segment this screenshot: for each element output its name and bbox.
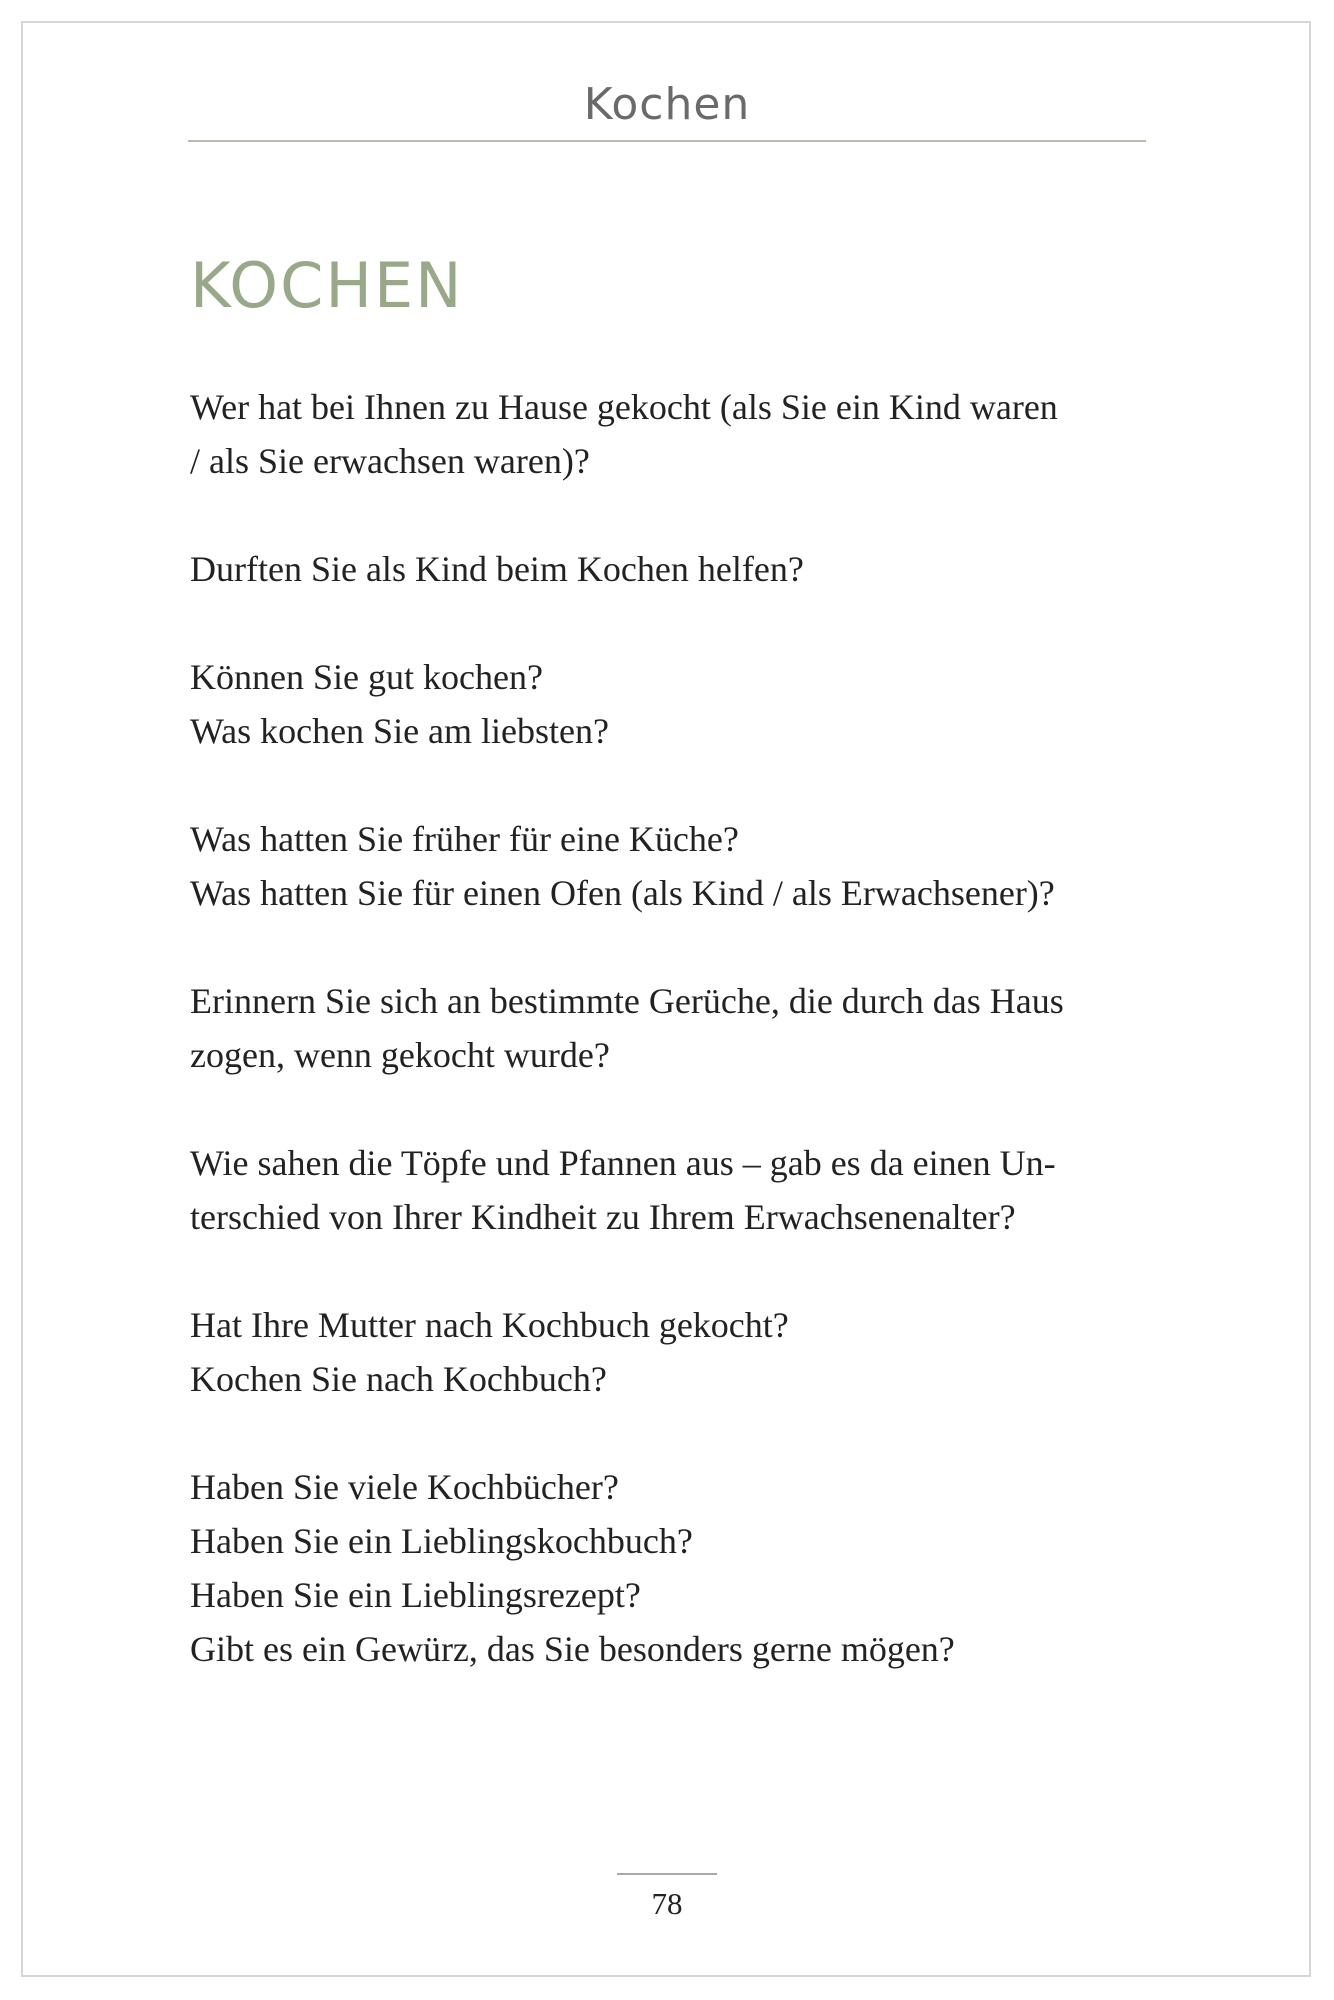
question-group xyxy=(190,380,1150,488)
question-line: Was kochen Sie am liebsten? xyxy=(190,711,609,751)
question-group xyxy=(190,1136,1150,1244)
page-number-divider xyxy=(617,1873,717,1875)
page-number: 78 xyxy=(651,1886,683,1921)
question-line: terschied von Ihrer Kindheit zu Ihrem Erwachsenenalter? xyxy=(190,1197,1016,1237)
question-line: Gibt es ein Gewürz, das Sie besonders gerne mögen? xyxy=(190,1629,955,1669)
question-group xyxy=(190,974,1150,1082)
question-list xyxy=(190,380,1150,1730)
header-divider xyxy=(188,140,1146,142)
question-line: Können Sie gut kochen? xyxy=(190,657,543,697)
chapter-title: KOCHEN xyxy=(190,249,464,322)
question-line: Kochen Sie nach Kochbuch? xyxy=(190,1359,607,1399)
question-group xyxy=(190,542,1150,596)
question-group xyxy=(190,1298,1150,1406)
question-line: Erinnern Sie sich an bestimmte Gerüche, die durch das Haus xyxy=(190,981,1064,1021)
question-group xyxy=(190,1460,1150,1676)
question-line: Haben Sie viele Kochbücher? xyxy=(190,1467,619,1507)
question-line: Hat Ihre Mutter nach Kochbuch gekocht? xyxy=(190,1305,789,1345)
question-line: zogen, wenn gekocht wurde? xyxy=(190,1035,610,1075)
question-group xyxy=(190,650,1150,758)
running-header-title: Kochen xyxy=(583,79,751,130)
question-line: Haben Sie ein Lieblingsrezept? xyxy=(190,1575,641,1615)
question-line: Was hatten Sie früher für eine Küche? xyxy=(190,819,739,859)
question-line: / als Sie erwachsen waren)? xyxy=(190,441,590,481)
question-line: Wer hat bei Ihnen zu Hause gekocht (als Sie ein Kind waren xyxy=(190,387,1058,427)
question-group xyxy=(190,812,1150,920)
question-line: Haben Sie ein Lieblingskochbuch? xyxy=(190,1521,693,1561)
question-line: Durften Sie als Kind beim Kochen helfen? xyxy=(190,549,804,589)
question-line: Was hatten Sie für einen Ofen (als Kind / als Erwachsener)? xyxy=(190,873,1055,913)
question-line: Wie sahen die Töpfe und Pfannen aus – gab es da einen Un- xyxy=(190,1143,1056,1183)
